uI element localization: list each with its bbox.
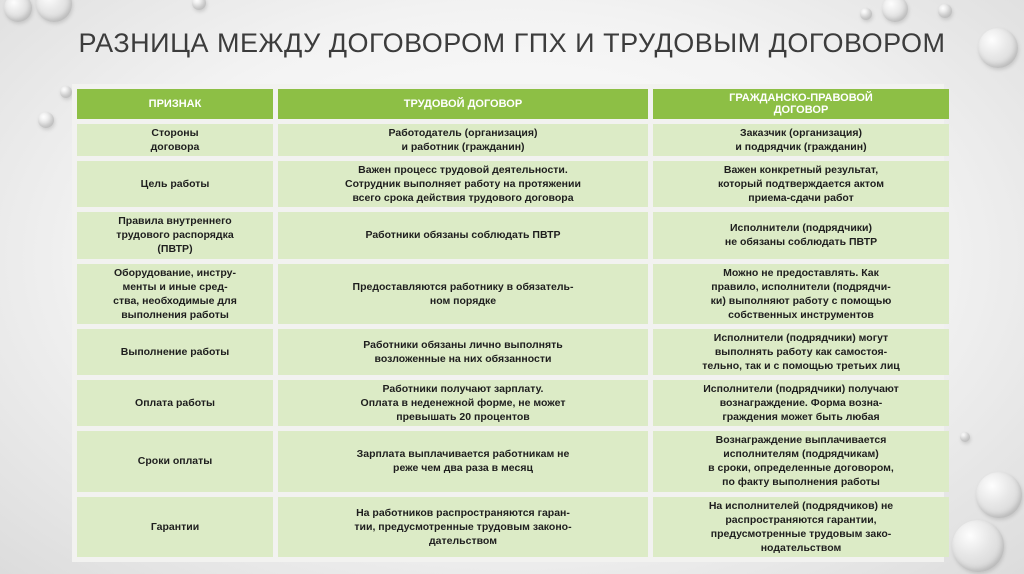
table-row (77, 380, 949, 426)
table-row (77, 212, 949, 258)
table-row (77, 264, 949, 324)
table-row (77, 161, 949, 207)
slide-title: РАЗНИЦА МЕЖДУ ДОГОВОРОМ ГПХ И ТРУДОВЫМ ДОГОВОРОМ (78, 28, 946, 58)
water-drop-decoration (192, 0, 206, 10)
cell-labor: Работники получают зарплату. Оплата в неденежной форме, не может превышать 20 процентов (278, 380, 648, 426)
cell-attribute: Цель работы (77, 161, 273, 207)
comparison-table-container (72, 84, 944, 562)
cell-labor: Работники обязаны лично выполнять возложенные на них обязанности (278, 329, 648, 375)
comparison-table (72, 84, 954, 562)
water-drop-decoration (860, 8, 872, 20)
water-drop-decoration (976, 472, 1022, 518)
cell-attribute: Сроки оплаты (77, 431, 273, 491)
cell-attribute: Выполнение работы (77, 329, 273, 375)
cell-labor: На работников распространяются гаран- тии, предусмотренные трудовым законо- дательством (278, 497, 648, 557)
cell-labor: Предоставляются работнику в обязатель- ном порядке (278, 264, 648, 324)
water-drop-decoration (4, 0, 32, 22)
header-labor-contract: ТРУДОВОЙ ДОГОВОР (278, 89, 648, 119)
cell-labor: Зарплата выплачивается работникам не реже чем два раза в месяц (278, 431, 648, 491)
table-row (77, 124, 949, 156)
table-row (77, 431, 949, 491)
table-header-row (77, 89, 949, 119)
header-attribute: ПРИЗНАК (77, 89, 273, 119)
cell-attribute: Оплата работы (77, 380, 273, 426)
cell-attribute: Оборудование, инстру- менты и иные сред- ства, необходимые для выполнения работы (77, 264, 273, 324)
cell-attribute: Гарантии (77, 497, 273, 557)
table-row (77, 497, 949, 557)
cell-labor: Важен процесс трудовой деятельности. Сотрудник выполняет работу на протяжении всего срока действия трудового договора (278, 161, 648, 207)
cell-civil: На исполнителей (подрядчиков) не распространяются гарантии, предусмотренные трудовым зако- нодательством (653, 497, 949, 557)
water-drop-decoration (952, 520, 1004, 572)
water-drop-decoration (36, 0, 72, 22)
water-drop-decoration (938, 4, 952, 18)
cell-civil: Исполнители (подрядчики) не обязаны соблюдать ПВТР (653, 212, 949, 258)
cell-civil: Заказчик (организация) и подрядчик (гражданин) (653, 124, 949, 156)
cell-civil: Можно не предоставлять. Как правило, исполнители (подрядчи- ки) выполняют работу с помощью собственных инструментов (653, 264, 949, 324)
water-drop-decoration (60, 86, 72, 98)
water-drop-decoration (960, 432, 970, 442)
table-row (77, 329, 949, 375)
cell-civil: Вознаграждение выплачивается исполнителям (подрядчикам) в сроки, определенные договором, по факту выполнения работы (653, 431, 949, 491)
water-drop-decoration (882, 0, 908, 22)
cell-civil: Исполнители (подрядчики) могут выполнять работу как самостоя- тельно, так и с помощью третьих лиц (653, 329, 949, 375)
water-drop-decoration (38, 112, 54, 128)
cell-civil: Исполнители (подрядчики) получают вознаграждение. Форма возна- граждения может быть любая (653, 380, 949, 426)
cell-civil: Важен конкретный результат, который подтверждается актом приема-сдачи работ (653, 161, 949, 207)
cell-attribute: Стороны договора (77, 124, 273, 156)
cell-labor: Работники обязаны соблюдать ПВТР (278, 212, 648, 258)
cell-attribute: Правила внутреннего трудового распорядка (ПВТР) (77, 212, 273, 258)
header-civil-contract: ГРАЖДАНСКО-ПРАВОВОЙ ДОГОВОР (653, 89, 949, 119)
cell-labor: Работодатель (организация) и работник (гражданин) (278, 124, 648, 156)
